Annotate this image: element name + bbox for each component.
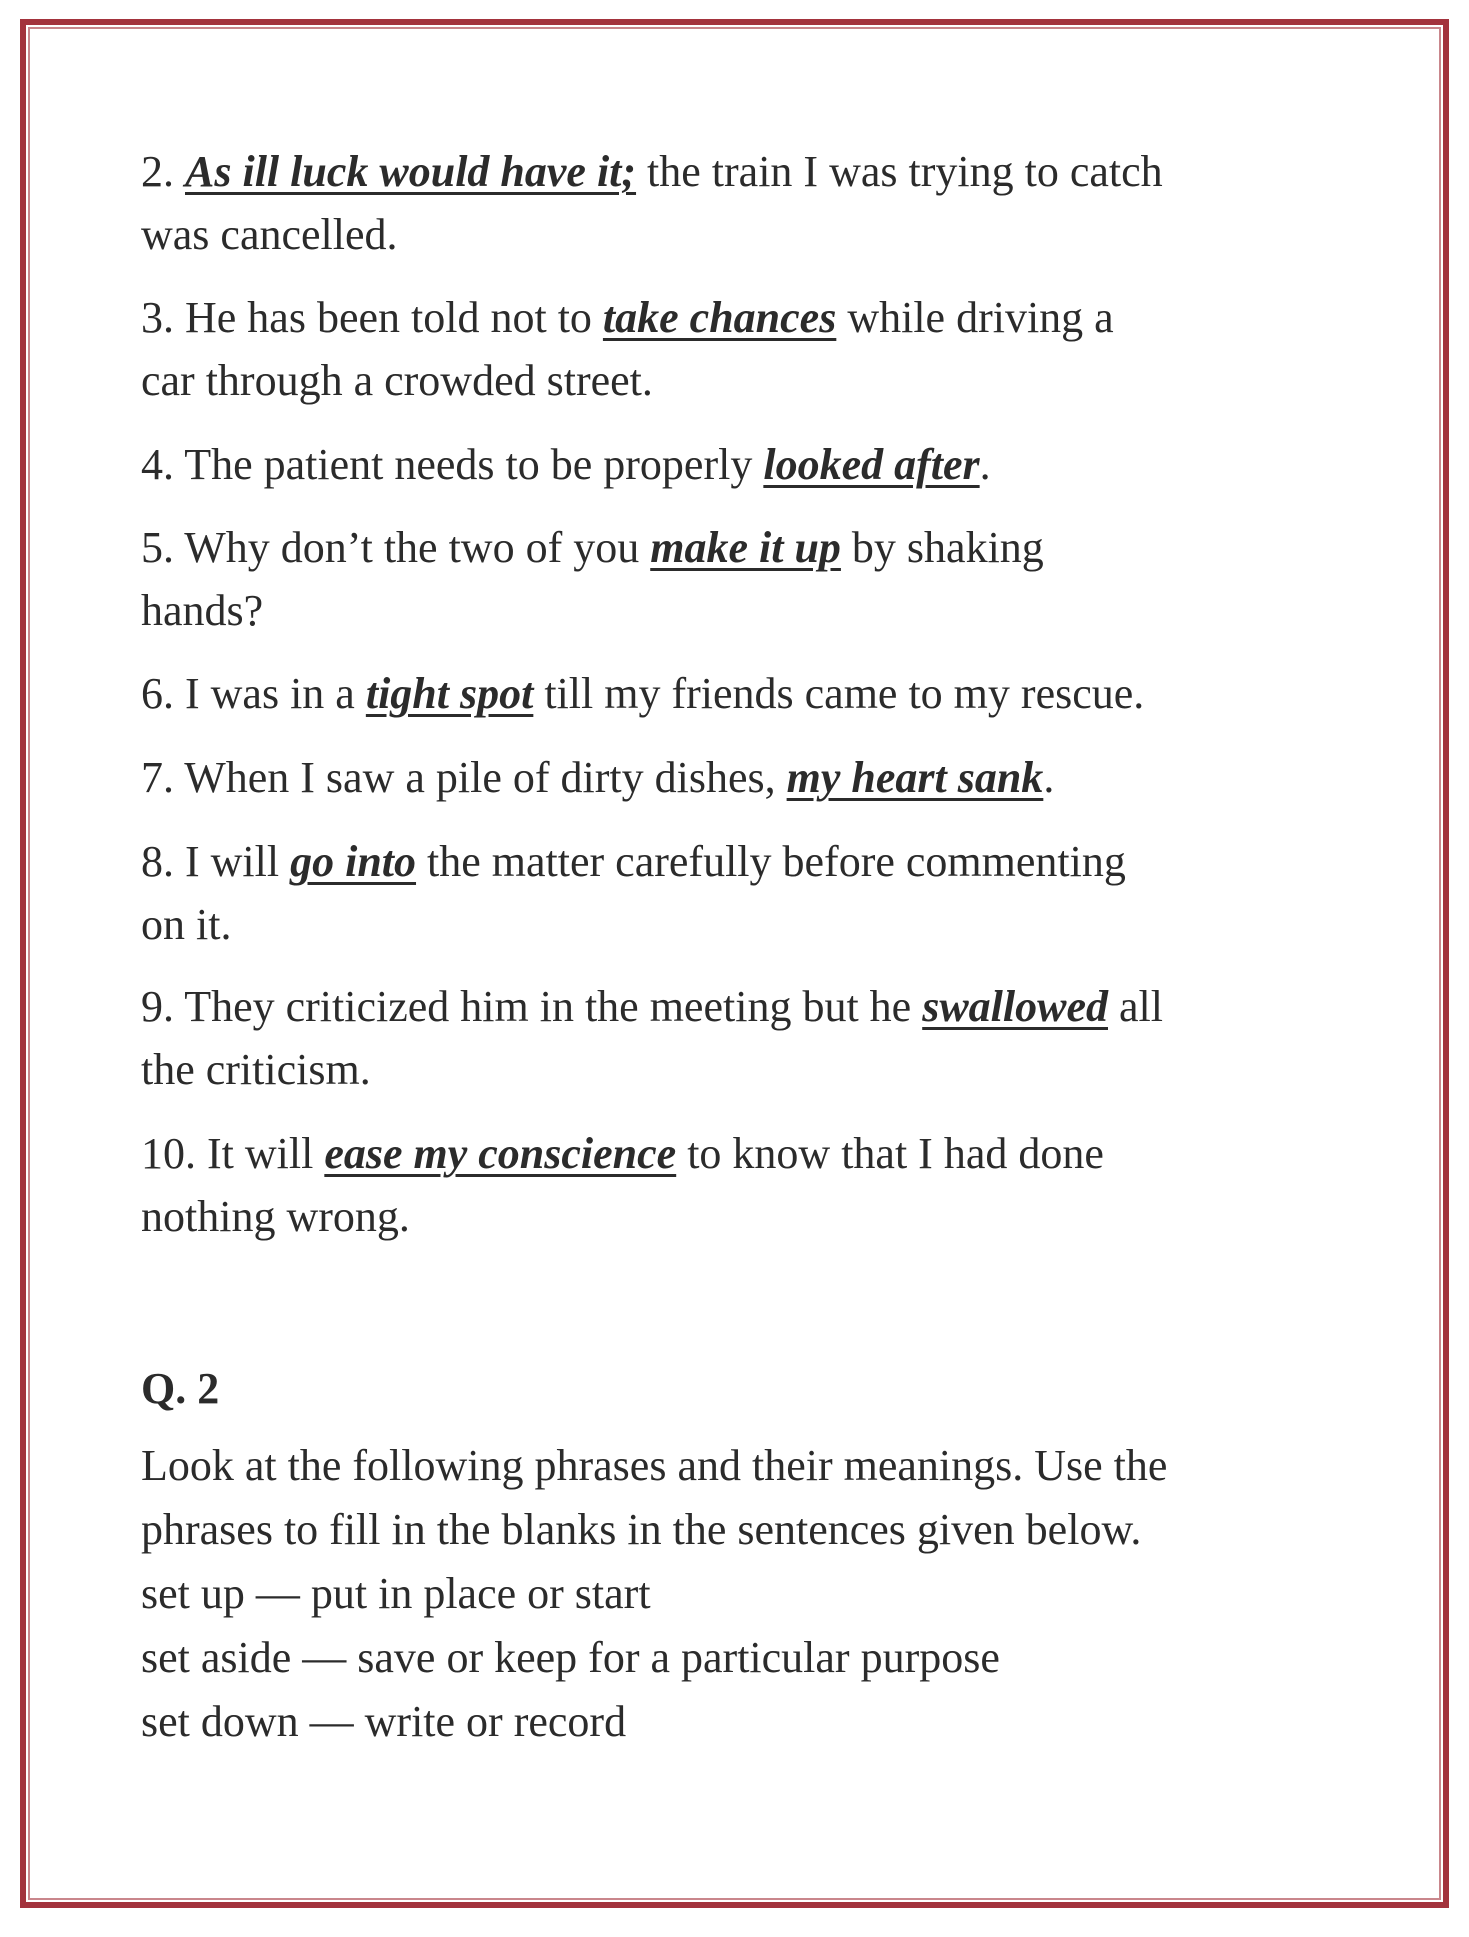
sentence-item bbox=[141, 746, 1391, 809]
sentence-item bbox=[141, 1122, 1391, 1248]
sentence-line bbox=[141, 830, 1391, 893]
idiom-phrase: looked after bbox=[763, 440, 980, 489]
idiom-phrase: tight spot bbox=[365, 669, 534, 718]
idiom-phrase: swallowed bbox=[922, 982, 1108, 1031]
sentence-item bbox=[141, 140, 1391, 266]
sentence-continuation: hands? bbox=[141, 586, 264, 635]
phrase-meaning: set aside — save or keep for a particular purpose bbox=[141, 1633, 1000, 1682]
sentence-number: 6. bbox=[141, 669, 174, 718]
sentence-text: to know that I had done bbox=[676, 1129, 1104, 1178]
idiom-phrase: make it up bbox=[650, 523, 841, 572]
sentence-item bbox=[141, 516, 1391, 642]
idiom-phrase: take chances bbox=[602, 293, 837, 342]
sentence-text: while driving a bbox=[836, 293, 1114, 342]
idiom-phrase: my heart sank bbox=[786, 753, 1044, 802]
sentence-number: 4. bbox=[141, 440, 174, 489]
sentence-continuation: the criticism. bbox=[141, 1045, 371, 1094]
sentence-text: all bbox=[1108, 982, 1163, 1031]
sentence-text: Why don’t the two of you bbox=[174, 523, 651, 572]
sentence-item bbox=[141, 975, 1391, 1101]
sentence-text bbox=[174, 147, 185, 196]
sentence-text: He has been told not to bbox=[174, 293, 603, 342]
phrase-meaning: set down — write or record bbox=[141, 1697, 627, 1746]
sentence-text: I was in a bbox=[174, 669, 366, 718]
sentence-line bbox=[141, 975, 1391, 1038]
sentence-continuation: on it. bbox=[141, 900, 232, 949]
sentence-line bbox=[141, 516, 1391, 579]
sentence-line bbox=[141, 140, 1391, 203]
sentence-number: 10. bbox=[141, 1129, 196, 1178]
sentence-item bbox=[141, 286, 1391, 412]
idiom-phrase: As ill luck would have it; bbox=[185, 147, 637, 196]
sentence-number: 8. bbox=[141, 837, 174, 886]
sentence-text: . bbox=[979, 440, 991, 489]
sentence-text: till my friends came to my rescue. bbox=[533, 669, 1145, 718]
sentence-text: the matter carefully before commenting bbox=[416, 837, 1126, 886]
sentence-text: the train I was trying to catch bbox=[636, 147, 1163, 196]
sentence-number: 3. bbox=[141, 293, 174, 342]
sentence-text: by shaking bbox=[840, 523, 1044, 572]
sentence-text: I will bbox=[174, 837, 291, 886]
idiom-phrase: ease my conscience bbox=[324, 1129, 677, 1178]
sentence-text: The patient needs to be properly bbox=[174, 440, 764, 489]
sentence-continuation: nothing wrong. bbox=[141, 1192, 410, 1241]
sentence-number: 9. bbox=[141, 982, 174, 1031]
idiom-phrase: go into bbox=[290, 837, 417, 886]
sentence-text: It will bbox=[196, 1129, 325, 1178]
instruction-line: Look at the following phrases and their meanings. Use the bbox=[141, 1441, 1168, 1490]
sentence-item bbox=[141, 433, 1391, 496]
sentence-line bbox=[141, 1122, 1391, 1185]
sentence-continuation: car through a crowded street. bbox=[141, 356, 653, 405]
sentence-line bbox=[141, 286, 1391, 349]
sentence-number: 2. bbox=[141, 147, 174, 196]
sentence-number: 7. bbox=[141, 753, 174, 802]
sentence-line bbox=[141, 662, 1391, 725]
phrase-meaning: set up — put in place or start bbox=[141, 1569, 651, 1618]
sentence-item bbox=[141, 662, 1391, 725]
sentence-continuation: was cancelled. bbox=[141, 210, 398, 259]
instruction-line: phrases to fill in the blanks in the sentences given below. bbox=[141, 1505, 1142, 1554]
sentence-line bbox=[141, 433, 1391, 496]
sentence-number: 5. bbox=[141, 523, 174, 572]
sentence-line bbox=[141, 746, 1391, 809]
question-instructions bbox=[141, 1434, 1391, 1754]
sentence-text: They criticized him in the meeting but he bbox=[174, 982, 923, 1031]
sentence-item bbox=[141, 830, 1391, 956]
sentence-text: . bbox=[1043, 753, 1055, 802]
question-heading: Q. 2 bbox=[141, 1364, 220, 1413]
sentence-text: When I saw a pile of dirty dishes, bbox=[174, 753, 787, 802]
